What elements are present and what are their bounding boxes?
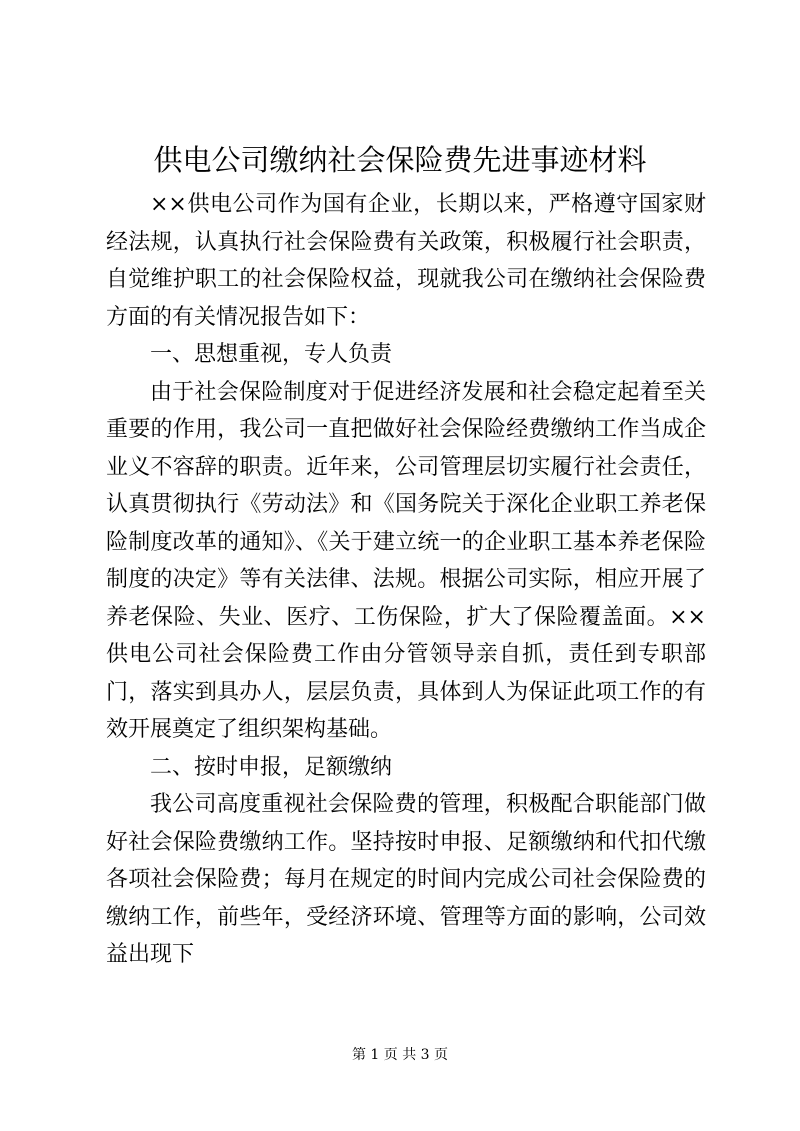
page-footer: 第 1 页 共 3 页: [351, 1047, 449, 1063]
document-title: 供电公司缴纳社会保险费先进事迹材料: [153, 143, 647, 177]
paragraph-intro: ××供电公司作为国有企业，长期以来，严格遵守国家财经法规，认真执行社会保险费有关政策，积极履行社会职责，自觉维护职工的社会保险权益，现就我公司在缴纳社会保险费方面的有关情况报告如下：: [106, 192, 706, 330]
section-heading-1: 一、思想重视，专人负责: [150, 342, 393, 367]
paragraph-section-1: 由于社会保险制度对于促进经济发展和社会稳定起着至关重要的作用，我公司一直把做好社会保险经费缴纳工作当成企业义不容辞的职责。近年来，公司管理层切实履行社会责任，认真贯彻执行《劳动法》和《国务院关于深化企业职工养老保险制度改革的通知》、《关于建立统一的企业职工基本养老保险制度的决定》等有关法律、法规。根据公司实际，相应开展了养老保险、失业、医疗、工伤保险，扩大了保险覆盖面。××供电公司社会保险费工作由分管领导亲自抓，责任到专职部门，落实到具办人，层层负责，具体到人为保证此项工作的有效开展奠定了组织架构基础。: [106, 379, 706, 742]
paragraph-section-2: 我公司高度重视社会保险费的管理，积极配合职能部门做好社会保险费缴纳工作。坚持按时申报、足额缴纳和代扣代缴各项社会保险费；每月在规定的时间内完成公司社会保险费的缴纳工作，前些年，受经济环境、管理等方面的影响，公司效益出现下: [106, 792, 706, 967]
document-body: [106, 186, 706, 974]
section-heading-2: 二、按时申报，足额缴纳: [150, 754, 393, 780]
